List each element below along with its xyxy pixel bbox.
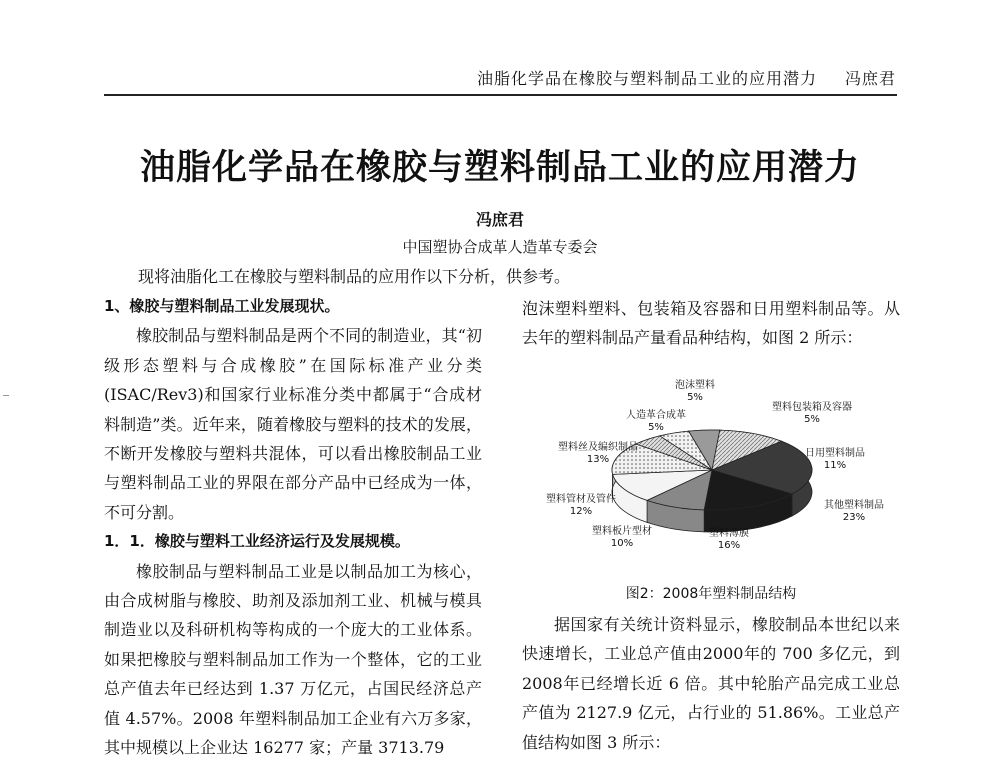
pie-label-woven-text: 塑料丝及编织制品: [558, 442, 638, 453]
running-title: 油脂化学品在橡胶与塑料制品工业的应用潜力: [476, 69, 817, 88]
article-intro: 现将油脂化工在橡胶与塑料制品的应用作以下分析，供参考。: [138, 267, 571, 286]
pie-label-film: [694, 528, 764, 552]
pie-label-film-value: 16%: [717, 540, 741, 551]
pie-label-foam-value: 5%: [687, 392, 703, 403]
pie-label-leather-value: 5%: [648, 422, 664, 433]
paragraph-1: 橡胶制品与塑料制品是两个不同的制造业，其“初级形态塑料与合成橡胶”在国际标准产业分类(ISAC/Rev3)和国家行业标准分类中都属于“合成材料制造”类。近年来，随着橡胶与塑料的技术的发展，不断开发橡胶与塑料共混体，可以看出橡胶制品工业与塑料制品工业的界限在部分产品中已经成为一体，不可分割。: [104, 326, 482, 522]
pie-label-other: [814, 500, 894, 524]
pie-label-pipe: [536, 494, 626, 518]
pie-label-leather-text: 人造革合成革: [626, 410, 686, 421]
margin-mark: [3, 395, 9, 396]
section-1-heading: 1、橡胶与塑料制品工业发展现状。: [104, 297, 340, 315]
section-1-1-heading: 1．1．橡胶与塑料工业经济运行及发展规模。: [104, 532, 410, 551]
pie-label-leather: [618, 410, 694, 434]
right-column-bottom: [522, 610, 900, 757]
article-author: 冯庶君: [475, 210, 524, 229]
pie-label-sheet-text: 塑料板片型材: [592, 526, 652, 537]
pie-label-film-text: 塑料薄膜: [709, 528, 749, 539]
running-header: [477, 66, 896, 89]
paragraph-right-top: 泡沫塑料塑料、包装箱及容器和日用塑料制品等。从去年的塑料制品产量看品种结构，如图 2 所示：: [522, 299, 900, 348]
pie-label-container-text: 塑料包装箱及容器: [772, 402, 852, 413]
pie-label-woven: [546, 442, 650, 466]
pie-chart-figure: [522, 370, 900, 580]
right-column-top: [522, 294, 900, 353]
pie-label-container: [762, 402, 862, 426]
article-title: 油脂化学品在橡胶与塑料制品工业的应用潜力: [139, 148, 860, 188]
left-column: [104, 292, 482, 763]
pie-label-foam: [660, 380, 730, 404]
pie-label-pipe-value: 12%: [569, 506, 593, 517]
paragraph-2: 橡胶制品与塑料制品工业是以制品加工为核心，由合成树脂与橡胶、助剂及添加剂工业、机械与模具制造业以及科研机构等构成的一个庞大的工业体系。如果把橡胶与塑料制品加工作为一个整体，它的工业总产值去年已经达到 1.37 万亿元，占国民经济总产值 4.57%。2008 年塑料制品加工企业有六万多家，其中规模以上企业达 16277 家；产量 3713.79: [104, 561, 482, 758]
pie-label-sheet-value: 10%: [610, 538, 634, 549]
pie-label-foam-text: 泡沫塑料: [675, 380, 715, 391]
header-rule: [104, 94, 897, 96]
pie-label-container-value: 5%: [804, 414, 820, 425]
pie-label-daily-value: 11%: [823, 460, 847, 471]
pie-label-other-text: 其他塑料制品: [824, 500, 884, 511]
paragraph-right-bottom: 据国家有关统计资料显示，橡胶制品本世纪以来快速增长，工业总产值由2000年的 700 多亿元，到2008年已经增长近 6 倍。其中轮胎产品完成工业总产值为 2127.9 亿元，占行业的 51.86%。工业总产值结构如图 3 所示：: [522, 615, 900, 752]
pie-label-sheet: [582, 526, 662, 550]
pie-label-daily-text: 日用塑料制品: [805, 448, 865, 459]
figure-caption: 图2：2008年塑料制品结构: [625, 586, 797, 602]
pie-label-pipe-text: 塑料管材及管件: [546, 494, 616, 505]
pie-label-other-value: 23%: [842, 512, 866, 523]
running-author: 冯庶君: [844, 69, 896, 88]
article-affiliation: 中国塑协合成革人造革专委会: [402, 238, 598, 256]
pie-label-woven-value: 13%: [586, 454, 610, 465]
pie-label-daily: [790, 448, 880, 472]
